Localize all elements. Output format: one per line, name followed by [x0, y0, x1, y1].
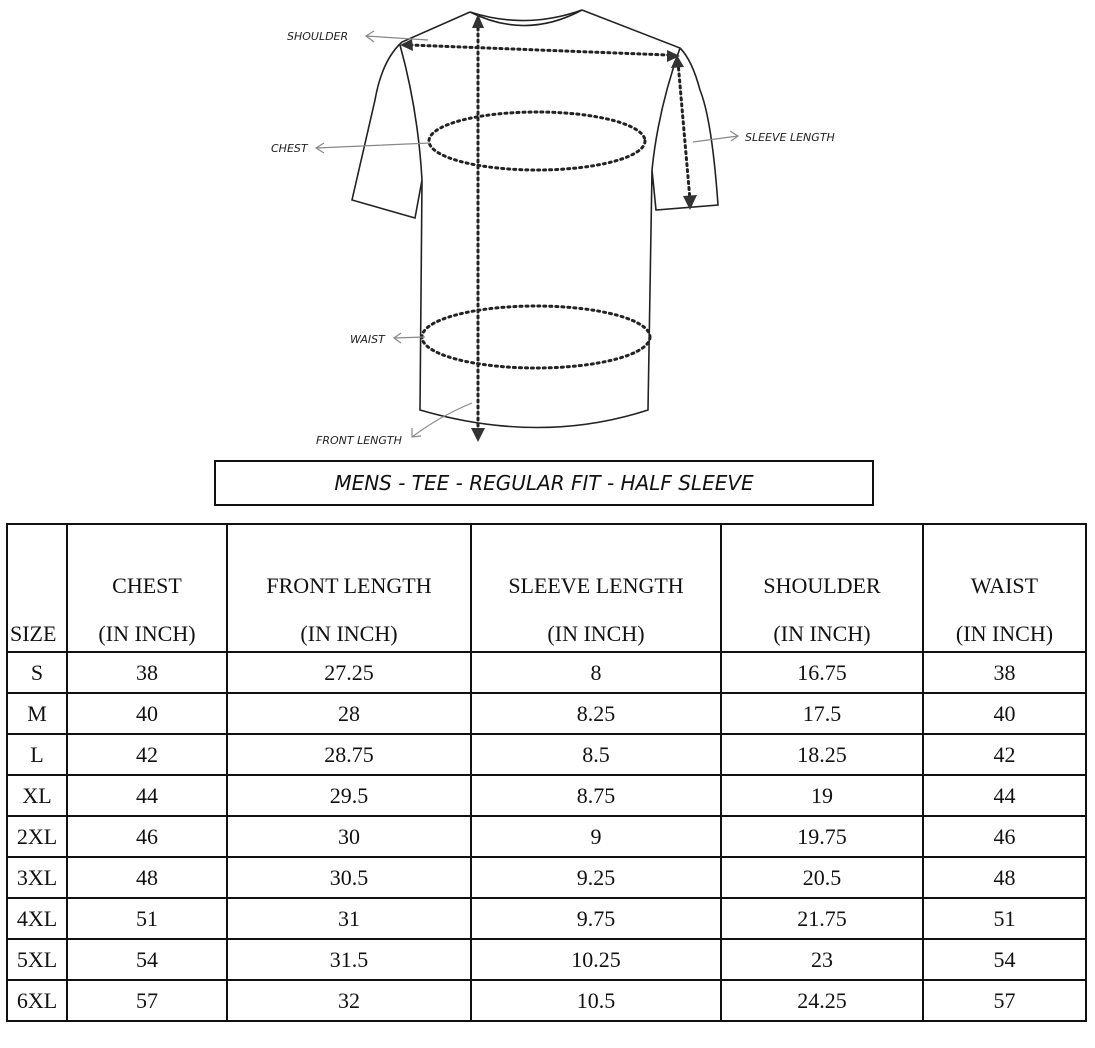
label-front-length: FRONT LENGTH — [316, 434, 402, 447]
cell-size: 2XL — [7, 816, 67, 857]
cell-size: 3XL — [7, 857, 67, 898]
cell-sleeve-length: 9.25 — [471, 857, 721, 898]
cell-waist: 40 — [923, 693, 1086, 734]
cell-shoulder: 16.75 — [721, 652, 923, 693]
cell-waist: 38 — [923, 652, 1086, 693]
header-front-length: FRONT LENGTH (IN INCH) — [227, 524, 471, 652]
cell-size: M — [7, 693, 67, 734]
cell-front-length: 31.5 — [227, 939, 471, 980]
cell-front-length: 32 — [227, 980, 471, 1021]
cell-front-length: 29.5 — [227, 775, 471, 816]
cell-size: L — [7, 734, 67, 775]
cell-shoulder: 21.75 — [721, 898, 923, 939]
cell-chest: 46 — [67, 816, 227, 857]
table-header-row — [7, 524, 1086, 652]
size-chart-table — [6, 523, 1087, 1022]
cell-waist: 44 — [923, 775, 1086, 816]
cell-shoulder: 23 — [721, 939, 923, 980]
cell-size: 5XL — [7, 939, 67, 980]
sleeve-length-guide — [678, 62, 690, 200]
arrowheads — [400, 14, 697, 442]
cell-sleeve-length: 9 — [471, 816, 721, 857]
cell-sleeve-length: 10.5 — [471, 980, 721, 1021]
table-row — [7, 857, 1086, 898]
label-chest: CHEST — [271, 142, 308, 155]
cell-shoulder: 24.25 — [721, 980, 923, 1021]
label-shoulder: SHOULDER — [287, 30, 349, 43]
label-waist: WAIST — [350, 333, 385, 346]
cell-waist: 54 — [923, 939, 1086, 980]
header-waist: WAIST (IN INCH) — [923, 524, 1086, 652]
table-row — [7, 652, 1086, 693]
cell-front-length: 28.75 — [227, 734, 471, 775]
cell-waist: 51 — [923, 898, 1086, 939]
header-sleeve-length: SLEEVE LENGTH (IN INCH) — [471, 524, 721, 652]
header-size: SIZE — [7, 524, 67, 652]
cell-sleeve-length: 10.25 — [471, 939, 721, 980]
cell-front-length: 30.5 — [227, 857, 471, 898]
tshirt-measurement-diagram — [0, 0, 1095, 455]
sleeve-pointer — [693, 131, 738, 142]
cell-waist: 48 — [923, 857, 1086, 898]
cell-shoulder: 20.5 — [721, 857, 923, 898]
tshirt-outline — [352, 10, 718, 428]
cell-chest: 51 — [67, 898, 227, 939]
cell-front-length: 30 — [227, 816, 471, 857]
cell-waist: 46 — [923, 816, 1086, 857]
cell-sleeve-length: 9.75 — [471, 898, 721, 939]
cell-sleeve-length: 8.75 — [471, 775, 721, 816]
cell-front-length: 27.25 — [227, 652, 471, 693]
cell-chest: 44 — [67, 775, 227, 816]
cell-shoulder: 18.25 — [721, 734, 923, 775]
table-body — [7, 652, 1086, 1021]
table-row — [7, 775, 1086, 816]
table-row — [7, 898, 1086, 939]
cell-shoulder: 17.5 — [721, 693, 923, 734]
header-chest: CHEST (IN INCH) — [67, 524, 227, 652]
cell-front-length: 31 — [227, 898, 471, 939]
cell-sleeve-length: 8.5 — [471, 734, 721, 775]
cell-waist: 42 — [923, 734, 1086, 775]
shoulder-guide — [410, 45, 668, 55]
table-row — [7, 939, 1086, 980]
cell-chest: 48 — [67, 857, 227, 898]
header-shoulder: SHOULDER (IN INCH) — [721, 524, 923, 652]
table-row — [7, 734, 1086, 775]
pointer-lines — [316, 31, 738, 437]
table-row — [7, 693, 1086, 734]
chest-guide — [429, 112, 645, 170]
cell-size: 4XL — [7, 898, 67, 939]
cell-shoulder: 19.75 — [721, 816, 923, 857]
label-sleeve-length: SLEEVE LENGTH — [745, 131, 835, 144]
cell-waist: 57 — [923, 980, 1086, 1021]
front-length-arrow-down-icon — [471, 428, 485, 442]
chest-pointer — [316, 143, 430, 153]
cell-size: XL — [7, 775, 67, 816]
cell-chest: 38 — [67, 652, 227, 693]
cell-chest: 57 — [67, 980, 227, 1021]
table-row — [7, 816, 1086, 857]
cell-front-length: 28 — [227, 693, 471, 734]
cell-sleeve-length: 8.25 — [471, 693, 721, 734]
cell-chest: 40 — [67, 693, 227, 734]
chart-title: MENS - TEE - REGULAR FIT - HALF SLEEVE — [214, 460, 874, 506]
table-row — [7, 980, 1086, 1021]
cell-chest: 42 — [67, 734, 227, 775]
shoulder-pointer — [366, 31, 428, 42]
cell-size: 6XL — [7, 980, 67, 1021]
cell-size: S — [7, 652, 67, 693]
waist-guide — [422, 306, 650, 368]
cell-sleeve-length: 8 — [471, 652, 721, 693]
cell-shoulder: 19 — [721, 775, 923, 816]
cell-chest: 54 — [67, 939, 227, 980]
